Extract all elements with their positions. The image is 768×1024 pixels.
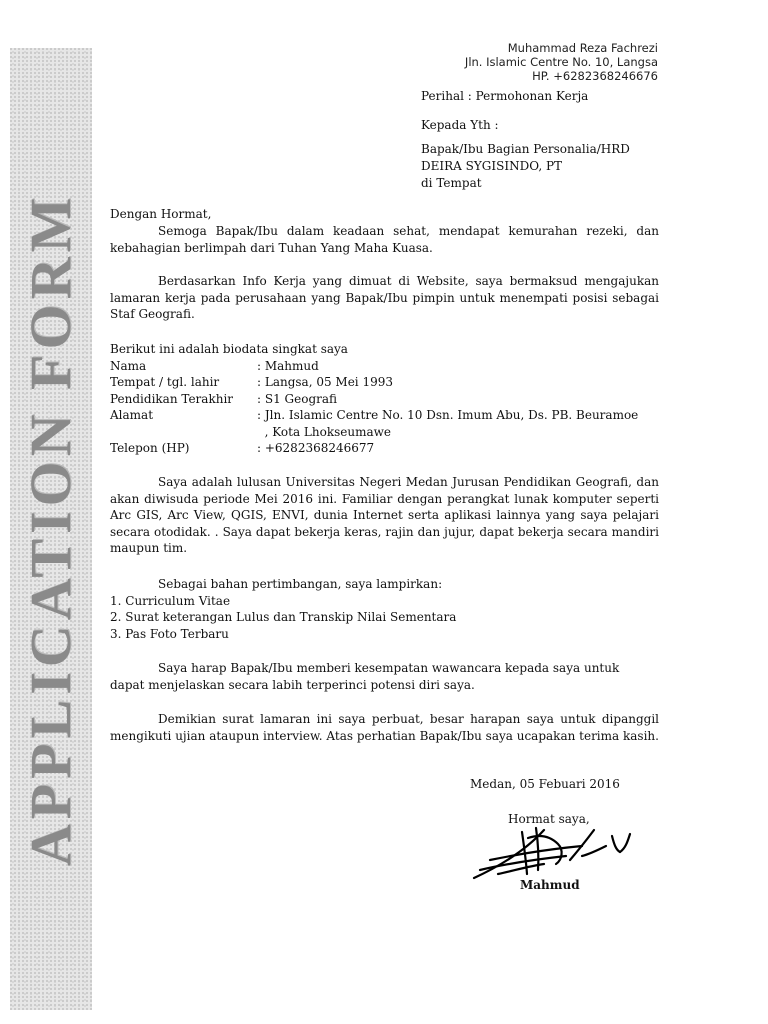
- bio-row: [110, 374, 659, 391]
- bio-label: Pendidikan Terakhir: [110, 391, 234, 406]
- bio-label: Alamat: [110, 408, 154, 422]
- signer-name: Mahmud: [520, 878, 580, 892]
- paragraph-4-line-1: Saya harap Bapak/Ibu memberi kesempatan wawancara kepada saya untuk: [158, 661, 620, 675]
- attachment-item: 2. Surat keterangan Lulus dan Transkip Nilai Sementara: [110, 610, 457, 624]
- bio-value: : Mahmud: [257, 358, 319, 373]
- paragraph-1: Semoga Bapak/Ibu dalam keadaan sehat, mendapat kemurahan rezeki, dan kebahagian berlimpah dari Tuhan Yang Maha Kuasa.: [110, 224, 659, 255]
- to-label: Kepada Yth :: [421, 118, 499, 132]
- side-banner-title: APPLICATION FORM: [18, 192, 84, 866]
- bio-value: : +6282368246677: [257, 441, 375, 455]
- bio-row: [110, 440, 659, 457]
- attachment-item: 3. Pas Foto Terbaru: [110, 626, 229, 641]
- bio-row: [110, 407, 659, 424]
- sender-block: [465, 41, 658, 83]
- closing: Hormat saya,: [508, 812, 590, 826]
- letter-subject: Perihal : Permohonan Kerja: [421, 89, 589, 103]
- letter-date: Medan, 05 Febuari 2016: [470, 777, 620, 791]
- paragraph-4-line-2: dapat menjelaskan secara labih terperinci potensi diri saya.: [110, 677, 475, 692]
- paragraph-5: Demikian surat lamaran ini saya perbuat, besar harapan saya untuk dipanggil mengikuti ujian ataupun interview. Atas perhatian Bapak/Ibu saya ucapakan terima kasih.: [110, 712, 659, 743]
- attachment-item: 1. Curriculum Vitae: [110, 593, 231, 608]
- recipient-line-1: Bapak/Ibu Bagian Personalia/HRD: [421, 142, 630, 156]
- bio-value: : S1 Geografi: [257, 391, 338, 406]
- signature-block: [470, 812, 650, 892]
- sender-name: Muhammad Reza Fachrezi: [507, 41, 658, 55]
- bio-row: [110, 424, 659, 441]
- handwritten-signature: [470, 816, 640, 886]
- bio-label: Telepon (HP): [110, 441, 190, 455]
- attachments-intro: Sebagai bahan pertimbangan, saya lampirkan:: [158, 577, 443, 591]
- paragraph-2: Berdasarkan Info Kerja yang dimuat di Website, saya bermaksud mengajukan lamaran kerja pada perusahaan yang Bapak/Ibu pimpin untuk menempati posisi sebagai Staf Geografi.: [110, 274, 659, 321]
- bio-label: Nama: [110, 358, 147, 373]
- greeting: Dengan Hormat,: [110, 207, 212, 221]
- bio-value: : Jln. Islamic Centre No. 10 Dsn. Imum Abu, Ds. PB. Beuramoe: [257, 408, 639, 422]
- bio-value: : Langsa, 05 Mei 1993: [257, 375, 393, 389]
- bio-label: Tempat / tgl. lahir: [110, 375, 220, 389]
- sender-address: Jln. Islamic Centre No. 10, Langsa: [464, 55, 658, 69]
- bio-label: [110, 424, 257, 441]
- bio-section: [110, 341, 659, 457]
- side-banner: [10, 48, 92, 1010]
- paragraph-4: [110, 660, 659, 693]
- bio-intro: Berikut ini adalah biodata singkat saya: [110, 342, 348, 356]
- sender-phone: HP. +6282368246676: [532, 69, 658, 83]
- attachments-section: [110, 576, 659, 642]
- paragraph-3: Saya adalah lulusan Universitas Negeri Medan Jurusan Pendidikan Geografi, dan akan diwisuda periode Mei 2016 ini. Familiar dengan perangkat lunak komputer seperti Arc GIS, Arc View, QGIS, ENVI, dunia Internet serta aplikasi lainnya yang saya pelajari secara otodidak. . Saya dapat bekerja keras, rajin dan jujur, dapat bekerja secara mandiri maupun tim.: [110, 475, 659, 555]
- bio-value: , Kota Lhokseumawe: [257, 424, 392, 439]
- recipient-line-2: DEIRA SYGISINDO, PT: [421, 159, 563, 173]
- bio-row: [110, 391, 659, 408]
- recipient-line-3: di Tempat: [421, 176, 482, 190]
- bio-row: [110, 358, 659, 375]
- recipient-block: [421, 141, 630, 192]
